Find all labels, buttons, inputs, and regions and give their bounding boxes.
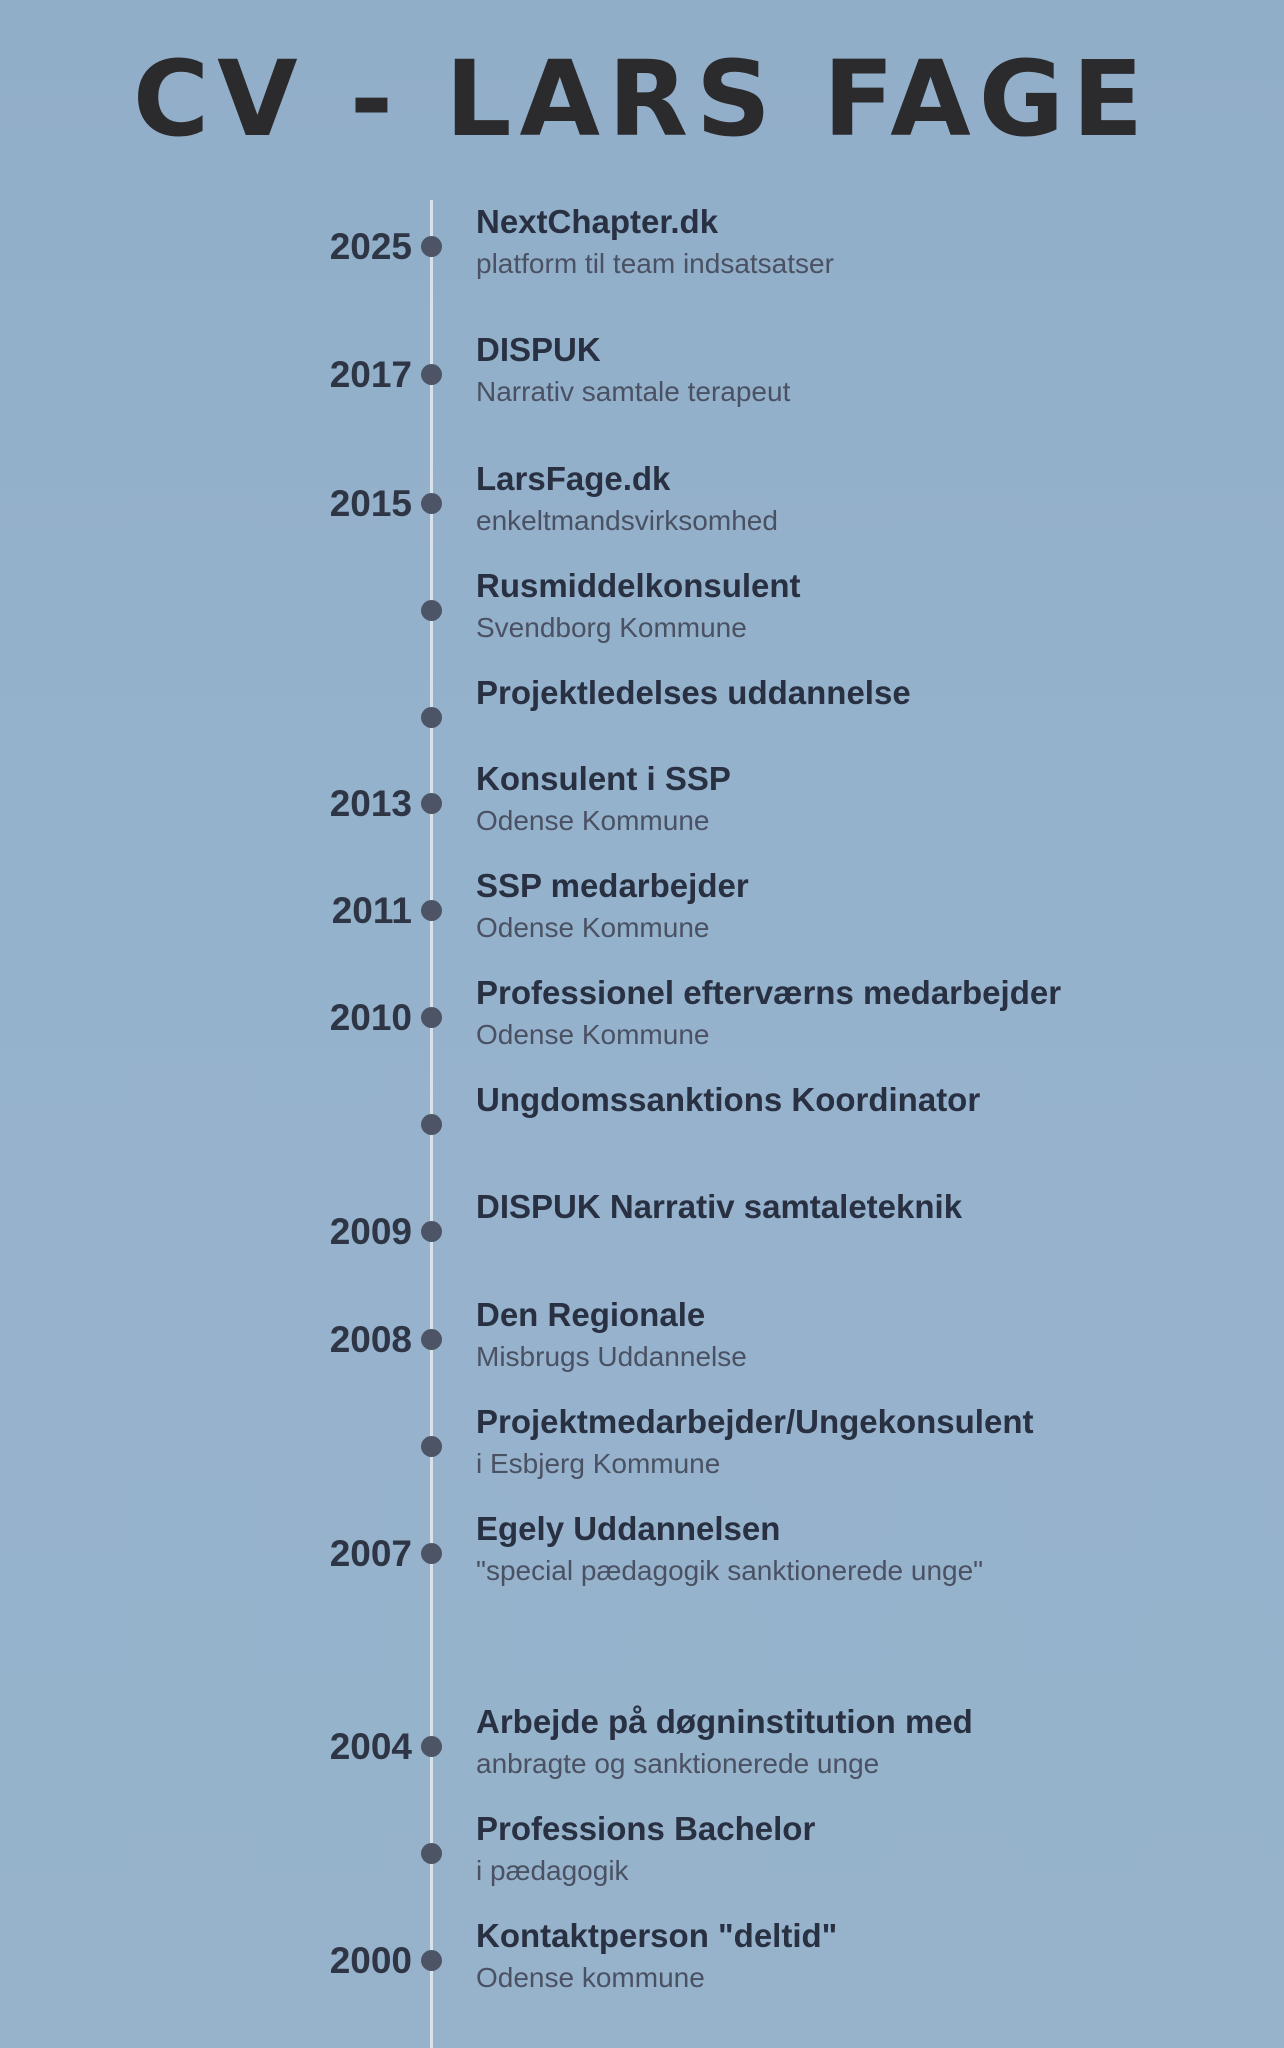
timeline-entry <box>0 203 1284 310</box>
timeline-entry <box>0 1188 1284 1295</box>
entry-year: 2013 <box>329 783 412 824</box>
entry-place: Odense kommune <box>476 1962 705 1993</box>
entry-year: 2010 <box>329 997 412 1038</box>
entry-role: LarsFage.dk <box>476 460 671 497</box>
timeline-dot-icon <box>421 1736 442 1757</box>
timeline-dot-icon <box>421 1329 442 1350</box>
entry-role: Ungdomssanktions Koordinator <box>476 1081 981 1118</box>
entry-place: anbragte og sanktionerede unge <box>476 1748 880 1779</box>
timeline-dot-icon <box>421 600 442 621</box>
page-title: CV - LARS FAGE <box>132 38 1152 160</box>
timeline-entry <box>0 1510 1284 1617</box>
entry-role: Arbejde på døgninstitution med <box>476 1703 973 1740</box>
timeline-entry <box>0 460 1284 567</box>
entry-role: Egely Uddannelsen <box>476 1510 781 1547</box>
timeline-dot-icon <box>421 900 442 921</box>
entry-place: "special pædagogik sanktionerede unge" <box>476 1555 984 1586</box>
entry-role: Konsulent i SSP <box>476 760 731 797</box>
entry-place: enkeltmandsvirksomhed <box>476 505 778 536</box>
timeline-entry <box>0 1917 1284 2024</box>
timeline-dot-icon <box>421 707 442 728</box>
entry-year: 2015 <box>329 483 412 524</box>
entry-year: 2017 <box>329 354 412 395</box>
timeline-entry <box>0 1810 1284 1917</box>
entry-role: Professions Bachelor <box>476 1810 816 1847</box>
timeline-dot-icon <box>421 1436 442 1457</box>
entry-role: NextChapter.dk <box>476 203 719 240</box>
entry-place: Odense Kommune <box>476 1019 710 1050</box>
timeline-dot-icon <box>421 1543 442 1564</box>
entry-role: Projektmedarbejder/Ungekonsulent <box>476 1403 1034 1440</box>
entry-place: platform til team indsatsatser <box>476 248 834 279</box>
entry-year: 2025 <box>329 226 412 267</box>
timeline-entry <box>0 867 1284 974</box>
timeline-entry <box>0 567 1284 674</box>
entry-role: Projektledelses uddannelse <box>476 674 911 711</box>
timeline-dot-icon <box>421 1007 442 1028</box>
entry-place: Svendborg Kommune <box>476 612 747 643</box>
entry-place: Odense Kommune <box>476 805 710 836</box>
timeline-entry <box>0 1296 1284 1403</box>
entry-role: SSP medarbejder <box>476 867 749 904</box>
entry-year: 2011 <box>331 890 412 931</box>
timeline-entry <box>0 1081 1284 1188</box>
entry-role: Professionel efterværns medarbejder <box>476 974 1062 1011</box>
timeline-dot-icon <box>421 1221 442 1242</box>
timeline-entry <box>0 974 1284 1081</box>
timeline-dot-icon <box>421 793 442 814</box>
entry-role: DISPUK <box>476 331 601 368</box>
timeline-dot-icon <box>421 1114 442 1135</box>
entry-place: Narrativ samtale terapeut <box>476 376 791 407</box>
timeline-dot-icon <box>421 1843 442 1864</box>
entry-year: 2000 <box>329 1940 412 1981</box>
entry-role: DISPUK Narrativ samtaleteknik <box>476 1188 963 1225</box>
entry-place: Odense Kommune <box>476 912 710 943</box>
timeline-dot-icon <box>421 1950 442 1971</box>
timeline-dot-icon <box>421 493 442 514</box>
timeline-dot-icon <box>421 236 442 257</box>
entry-place: i pædagogik <box>476 1855 629 1886</box>
entry-place: Misbrugs Uddannelse <box>476 1341 747 1372</box>
timeline-entry <box>0 331 1284 438</box>
timeline-entry <box>0 760 1284 867</box>
entry-role: Den Regionale <box>476 1296 706 1333</box>
entry-year: 2007 <box>329 1533 412 1574</box>
entry-year: 2008 <box>329 1319 412 1360</box>
timeline-dot-icon <box>421 364 442 385</box>
entry-role: Kontaktperson "deltid" <box>476 1917 838 1954</box>
entry-year: 2009 <box>329 1211 412 1252</box>
timeline-entry <box>0 1703 1284 1810</box>
entry-year: 2004 <box>329 1726 412 1767</box>
entry-role: Rusmiddelkonsulent <box>476 567 801 604</box>
entry-place: i Esbjerg Kommune <box>476 1448 721 1479</box>
timeline-entry <box>0 1403 1284 1510</box>
